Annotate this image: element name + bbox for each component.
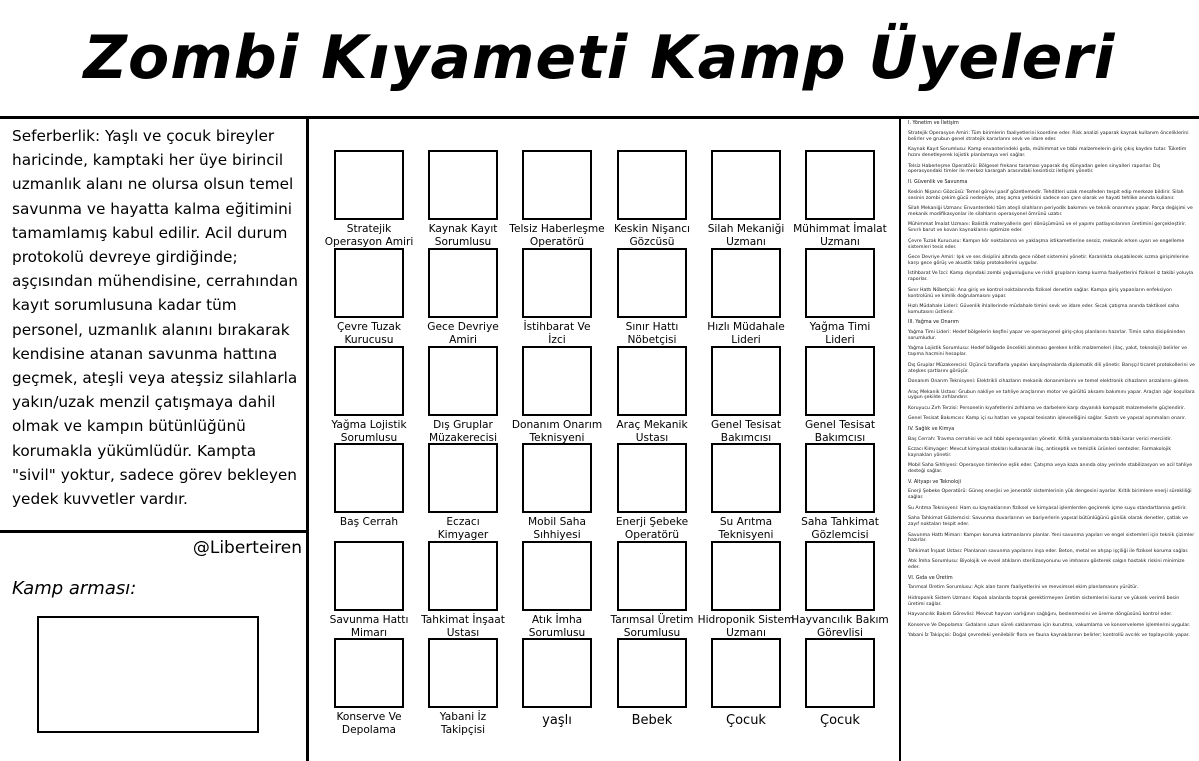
member-role-label: Stratejik Operasyon Amiri [324,223,414,248]
member-role-label: Donanım Onarım Teknisyeni [511,419,603,444]
member-slot[interactable] [793,346,887,444]
member-role-label: Dış Gruplar Müzakerecisi [428,419,498,444]
member-photo-box[interactable] [617,541,687,611]
member-photo-box[interactable] [617,443,687,513]
member-slot[interactable] [605,150,699,248]
member-slot[interactable] [416,443,510,541]
role-descriptions [908,119,1196,759]
rules-entry: Sınır Hattı Nöbetçisi: Ana giriş ve kontrol noktalarında fiziksel denetim sağlar. Kampa giriş yapanların enfeksiyon kontrolünü ve kimlik doğrulamasını yapar. [908,287,1172,299]
member-slot[interactable] [699,150,793,248]
member-photo-box[interactable] [617,150,687,220]
rules-entry: Hayvancılık Bakım Görevlisi: Mevcut hayvan varlığının sağlığını, beslenmesini ve üreme döngüsünü kontrol eder. [908,612,1173,618]
member-role-label: Bebek [631,713,673,728]
member-slot[interactable] [605,443,699,541]
member-role-label: Kaynak Kayıt Sorumlusu [428,223,498,248]
rules-entry: Savunma Hattı Mimarı: Kampın koruma katmanlarını planlar. Yeni savunma yapıları ve engel sistemleri için teknik çizimler hazırlar. [908,532,1195,544]
rules-entry: Stratejik Operasyon Amiri: Tüm birimlerin faaliyetlerini koordine eder. Risk analizi yaparak kaynak kullanım önceliklerini belirler ve grubun genel stratejik kararlarını sevk ve idare eder. [908,130,1189,142]
member-photo-box[interactable] [334,248,404,318]
rules-entry: Hızlı Müdahale Lideri: Güvenlik ihlallerinde müdahale timini sevk ve idare eder. Sıcak çatışma anında taktiksel saha komutasını üstlenir. [908,303,1179,315]
member-photo-box[interactable] [711,248,781,318]
rules-entry: Mobil Saha Sıhhiyesi: Operasyon timlerine eşlik eder. Çatışma veya kaza anında olay yerinde stabilizasyon ve acil tahliye desteği sağlar. [908,463,1193,475]
rules-entry: Mühimmat İmalat Uzmanı: Balistik materyallerin geri dönüşümünü ve el yapımı patlayıcılarının üretimini gerçekleştirir. Sınırlı barut ve kovan kaynaklarını optimize eder. [908,222,1187,234]
member-role-label: Tarımsal Üretim Sorumlusu [610,614,694,639]
rules-entry: Saha Tahkimat Gözlemcisi: Savunma duvarlarının ve bariyerlerin yapısal bütünlüğünü günlük olarak denetler, çatlak ve zayıf noktaları tespit eder. [908,516,1188,528]
member-role-label: Eczacı Kimyager [437,516,489,541]
member-slot[interactable] [510,346,604,444]
member-role-label: Gece Devriye Amiri [427,321,499,346]
member-role-label: Silah Mekaniği Uzmanı [707,223,785,248]
member-photo-box[interactable] [522,541,592,611]
member-role-label: Tahkimat İnşaat Ustası [421,614,505,639]
member-role-label: Hidroponik Sistem Uzmanı [697,614,795,639]
member-role-label: Baş Cerrah [339,516,399,528]
member-role-label: Yabani İz Takipçisi [439,711,487,736]
member-role-label: Atık İmha Sorumlusu [528,614,586,639]
rules-entry: Çevre Tuzak Kurucusu: Kampın kör noktalarına ve yaklaşma istikametlerine sessiz, mekanik erken uyarı ve engelleme sistemleri tesis eder. [908,238,1185,250]
member-photo-box[interactable] [805,443,875,513]
member-photo-box[interactable] [334,346,404,416]
member-photo-box[interactable] [805,346,875,416]
rules-section-heading: II. Güvenlik ve Savunma [908,178,968,185]
member-photo-box[interactable] [334,443,404,513]
member-role-label: yaşlı [542,713,572,728]
member-role-label: Hızlı Müdahale Lideri [707,321,785,346]
member-photo-box[interactable] [711,346,781,416]
member-slot[interactable] [510,443,604,541]
member-photo-box[interactable] [617,346,687,416]
rules-entry: Araç Mekanik Ustası: Grubun nakliye ve tahliye araçlarının motor ve gürültü aksamı bakımını yapar. Araçları ağır koşullara uygun şekilde zırhlandırır. [908,389,1195,401]
rules-entry: Gece Devriye Amiri: Işık ve ses disiplini altında gece nöbet sistemini yönetir. Karanlıkta oluşabilecek sızma girişimlerine karşı gece görüş ve akustik takip protokollerini uygular. [908,255,1189,266]
member-slot[interactable] [697,541,795,639]
member-photo-box[interactable] [617,248,687,318]
member-slot[interactable] [322,443,416,537]
member-photo-box[interactable] [522,150,592,220]
member-slot[interactable] [322,638,416,736]
member-photo-box[interactable] [805,638,875,708]
rules-section-heading: VI. Gıda ve Üretim [908,574,953,581]
member-slot[interactable] [322,248,416,346]
member-photo-box[interactable] [522,443,592,513]
member-photo-box[interactable] [522,248,592,318]
member-slot[interactable] [510,638,604,732]
member-photo-box[interactable] [711,638,781,708]
member-photo-box[interactable] [805,150,875,220]
member-slot[interactable] [510,248,604,346]
rules-entry: Atık İmha Sorumlusu: Biyolojik ve evsel atıkların sterilizasyonunu ve imhasını gösterek salgın hastalık riskini minimize eder. [908,559,1185,571]
rules-entry: Koruyucu Zırh Terzisi: Personelin kıyafetlerini zırhlama ve darbelere karşı dayanıklı kompozit malzemelerle güçlendirir. [908,405,1186,411]
member-role-label: Telsiz Haberleşme Operatörü [509,223,605,248]
member-slot[interactable] [510,541,604,639]
member-role-label: Çevre Tuzak Kurucusu [337,321,401,346]
emblem-box[interactable] [37,616,259,733]
member-photo-box[interactable] [428,248,498,318]
rules-entry: Donanım Onarım Teknisyeni: Elektrikli cihazların mekanik donanımlarını ve temel elektronik cihazların arızalarını gidere. [908,379,1190,385]
member-photo-box[interactable] [428,541,498,611]
member-role-label: Genel Tesisat Bakımcısı [804,419,876,444]
member-photo-box[interactable] [711,541,781,611]
member-slot[interactable] [793,150,887,248]
member-photo-box[interactable] [711,443,781,513]
emblem-label: Kamp arması: [12,578,137,599]
member-photo-box[interactable] [334,150,404,220]
member-role-label: Araç Mekanik Ustası [616,419,688,444]
member-role-label: Genel Tesisat Bakımcısı [710,419,782,444]
page-title: Zombi Kıyameti Kamp Üyeleri [83,23,1116,93]
member-photo-box[interactable] [805,541,875,611]
rules-entry: Silah Mekaniği Uzmanı: Envanterdeki tüm ateşli silahların periyodik bakımını ve teknik onarımını yapar. Parça değişimi ve mekanik modifikasyonlar ile silahların operasyonel ömrünü uzatır. [908,206,1193,217]
member-slot[interactable] [605,541,699,639]
left-panel-divider [0,530,308,533]
member-slot[interactable] [605,638,699,732]
member-role-label: İstihbarat Ve İzci [523,321,591,346]
member-role-label: Su Arıtma Teknisyeni [718,516,774,541]
member-slot[interactable] [793,443,887,541]
rules-entry: Yağma Lojistik Sorumlusu: Hedef bölgede öncelikli alınması gereken kritik malzemeleri (ilaç, yakıt, teknoloji) belirler ve taşıma hacmini hesaplar. [908,346,1187,358]
member-role-label: Enerji Şebeke Operatörü [615,516,689,541]
member-slot[interactable] [605,346,699,444]
member-slot[interactable] [793,248,887,346]
member-role-label: Çocuk [726,713,766,728]
member-slot[interactable] [322,150,416,248]
member-photo-box[interactable] [428,150,498,220]
rules-section-heading: IV. Sağlık ve Kimya [908,425,955,432]
member-photo-box[interactable] [805,248,875,318]
member-role-label: Savunma Hattı Mimarı [329,614,409,639]
member-grid [322,150,897,750]
rules-entry: Genel Tesisat Bakımcısı: Kamp içi su hatları ve yapısal tesisatın işlevselliğini sağlar. Sızıntı ve yapısal aşınmaları onarır. [908,416,1187,422]
rules-section-heading: V. Altyapı ve Teknoloji [908,478,961,485]
member-photo-box[interactable] [334,638,404,708]
rules-entry: Eczacı Kimyager: Mevcut kimyasal stokları kullanarak ilaç, antiseptik ve temizlik ürünleri sentezler. Farmakolojik kaynakları yönetir. [908,446,1172,458]
member-slot[interactable] [699,346,793,444]
member-role-label: Sınır Hattı Nöbetçisi [625,321,679,346]
rules-section-heading: III. Yağma ve Onarım [908,319,959,326]
right-column-divider [899,116,901,761]
member-slot[interactable] [605,248,699,346]
member-slot[interactable] [416,346,510,444]
mobilization-text: Seferberlik: Yaşlı ve çocuk bireyler haricinde, kamptaki her üye birincil uzmanlık alanı ne olursa olsun temel savunma ve hayatta kalma eğitimini tamamlamış kabul edilir. Acil durum protokolü devreye girdiğinde; aşçısından mühendisine, cerrahından kayıt sorumlusuna kadar tüm personel, uzmanlık alanını bırakarak kendisine atanan savunma hattına geçmek, ateşli veya ateşsiz silahlarla yakın/uzak menzil çatışmaya dahil olmak ve kampın bütünlüğünü korumakla yükümlüdür. Kampta "sivil" yoktur, sadece görev bekleyen yedek kuvvetler vardır. [12,127,298,509]
left-column-divider [306,116,309,761]
member-slot[interactable] [416,248,510,346]
member-role-label: Hayvancılık Bakım Görevlisi [791,614,889,639]
member-slot[interactable] [699,248,793,346]
rules-entry: Yağma Timi Lideri: Hedef bölgelerin keşfini yapar ve operasyonel giriş-çıkış planlarını hazırlar. Timin saha disiplininden sorumludur. [908,330,1186,342]
member-slot[interactable] [699,638,793,732]
member-slot[interactable] [416,541,510,639]
member-photo-box[interactable] [428,443,498,513]
member-role-label: Konserve Ve Depolama [336,711,402,736]
member-role-label: Çocuk [820,713,860,728]
rules-entry: Enerji Şebeke Operatörü: Güneş enerjisi ve jeneratör sistemlerinin yük dengesini ayarlar. Kritik birimlere enerji sürekliliği sağlar. [908,489,1192,501]
rules-entry: Keskin Nişancı Gözcüsü: Temel görevi pasif gözetlemedir. Tehditleri uzak mesafeden tespit edip merkeze bildirir. Silah sesinin zombi çekim gücü nedeniyle, ateş açma yetkisini sadece son çare olarak ve hayati tehlike anında kullanır. [908,189,1184,201]
rules-entry: Telsiz Haberleşme Operatörü: Bölgesel frekans taraması yaparak dış dünyadan gelen sinyalleri raporlar. Dış operasyondaki timler ile merkez karargah arasındaki kesintisiz iletişimi yönetir. [908,163,1161,175]
rules-entry: Dış Gruplar Müzakerecisi: Üçüncü taraflarla yapılan karşılaşmalarda diplomatik dili yönetir. Barışçıl ticaret protokollerini ve ateşkes şartlarını görüşür. [908,362,1195,374]
member-slot[interactable] [416,150,510,248]
member-role-label: Saha Tahkimat Gözlemcisi [801,516,879,541]
rules-entry: Konserve Ve Depolama: Gıdaların uzun süreli saklanması için kurutma, vakumlama ve konserveleme işlemlerini uygular. [908,622,1191,628]
member-photo-box[interactable] [711,150,781,220]
rules-entry: Kaynak Kayıt Sorumlusu: Kamp envanterindeki gıda, mühimmat ve tıbbi malzemelerin giriş çıkış kaydını tutar. Tüketim hızını denetleyerek lojistik planlamaya veri sağlar. [908,147,1187,159]
member-slot[interactable] [416,638,510,736]
member-role-label: Yağma Lojistik Sorumlusu [331,419,407,444]
rules-entry: Yabani İz Takipçisi: Doğal çevredeki yenilebilir flora ve fauna kaynaklarının belirler; kontrollü avcılık ve toplayıcılık yapar. [908,632,1190,638]
rules-entry: Hidroponik Sistem Uzmanı: Kapalı alanlarda toprak gerektirmeyen üretim sistemlerini kurar ve yüksek verimli besin üretimi sağlar. [908,595,1180,607]
member-photo-box[interactable] [617,638,687,708]
member-photo-box[interactable] [522,638,592,708]
member-slot[interactable] [791,541,889,639]
member-photo-box[interactable] [334,541,404,611]
member-slot[interactable] [699,443,793,541]
rules-entry: Tahkimat İnşaat Ustası: Planlanan savunma yapılarını inşa eder. Beton, metal ve ahşap işçiliği ile fiziksel koruma sağlar. [908,548,1189,554]
member-slot[interactable] [793,638,887,732]
rules-section-heading: I. Yönetim ve İletişim [908,120,959,126]
author-handle: @Liberteiren [192,538,302,558]
rules-entry: Baş Cerrah: Travma cerrahisi ve acil tıbbi operasyonları yönetir. Kritik yaralanmalarda tıbbi karar verici merciidir. [908,436,1172,442]
member-role-label: Mobil Saha Sıhhiyesi [527,516,587,541]
rules-entry: Su Arıtma Teknisyeni: Ham su kaynaklarının fiziksel ve kimyasal işlemlerden geçirerek içme suyu standartlarına getirir. [908,505,1187,511]
rules-entry: Tarımsal Üretim Sorumlusu: Açık alan tarım faaliyetlerini ve mevsimsel ekim planlamasını yürütür. [908,585,1139,591]
member-slot[interactable] [322,346,416,444]
member-role-label: Yağma Timi Lideri [809,321,871,346]
member-photo-box[interactable] [428,346,498,416]
rules-entry: İstihbarat Ve İzci: Kamp dışındaki zombi yoğunluğunu ve riskli grupların kamp kurma faaliyetlerini fiziksel iz takibi yoluyla raporlar. [908,271,1194,283]
member-slot[interactable] [322,541,416,639]
member-photo-box[interactable] [522,346,592,416]
member-photo-box[interactable] [428,638,498,708]
member-slot[interactable] [509,150,605,248]
member-role-label: Keskin Nişancı Gözcüsü [614,223,690,248]
member-role-label: Mühimmat İmalat Uzmanı [793,223,887,248]
